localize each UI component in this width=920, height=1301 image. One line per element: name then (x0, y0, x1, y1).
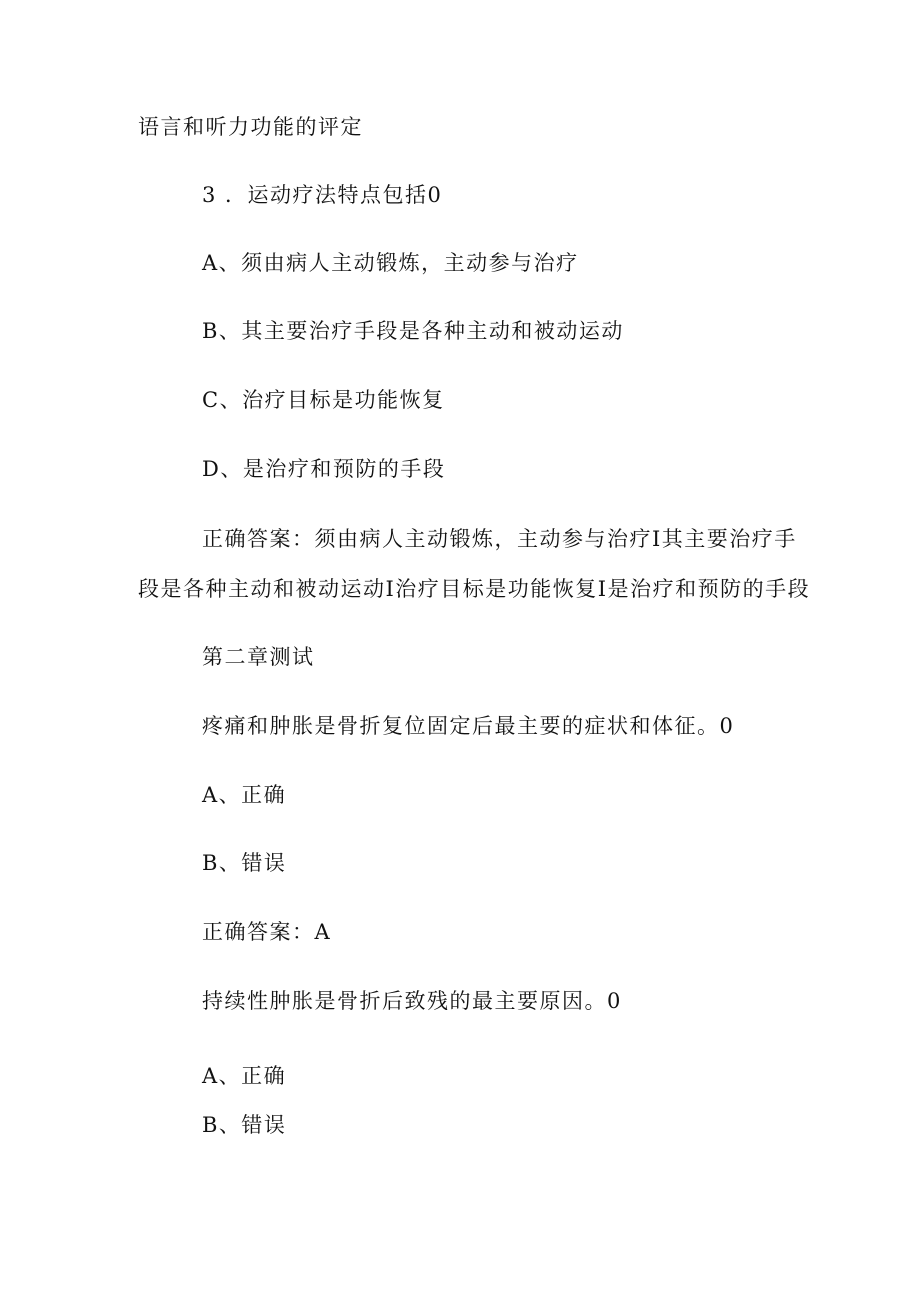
question-3-option-d: D、是治疗和预防的手段 (202, 457, 446, 481)
question-3-option-c: C、治疗目标是功能恢复 (202, 388, 445, 412)
question-2-option-a: A、正确 (202, 1064, 287, 1088)
question-3-option-a: A、须由病人主动锻炼，主动参与治疗 (202, 251, 579, 275)
question-3-option-b: B、其主要治疗手段是各种主动和被动运动 (202, 319, 624, 343)
question-1-option-b: B、错误 (202, 851, 287, 875)
question-3-stem: 3 ．运动疗法特点包括0 (202, 183, 443, 207)
question-3-answer-line-1: 正确答案：须由病人主动锻炼，主动参与治疗I其主要治疗手 (202, 527, 797, 551)
question-2-stem: 持续性肿胀是骨折后致残的最主要原因。0 (202, 989, 622, 1013)
question-1-answer: 正确答案：A (202, 920, 332, 944)
question-1-option-a: A、正确 (202, 783, 287, 807)
question-3-answer-line-2: 段是各种主动和被动运动I治疗目标是功能恢复I是治疗和预防的手段 (138, 577, 811, 601)
chapter-heading: 第二章测试 (202, 645, 315, 669)
question-2-option-b: B、错误 (202, 1113, 287, 1137)
text-line-prev-item: 语言和听力功能的评定 (138, 115, 363, 139)
question-1-stem: 疼痛和肿胀是骨折复位固定后最主要的症状和体征。0 (202, 714, 735, 738)
